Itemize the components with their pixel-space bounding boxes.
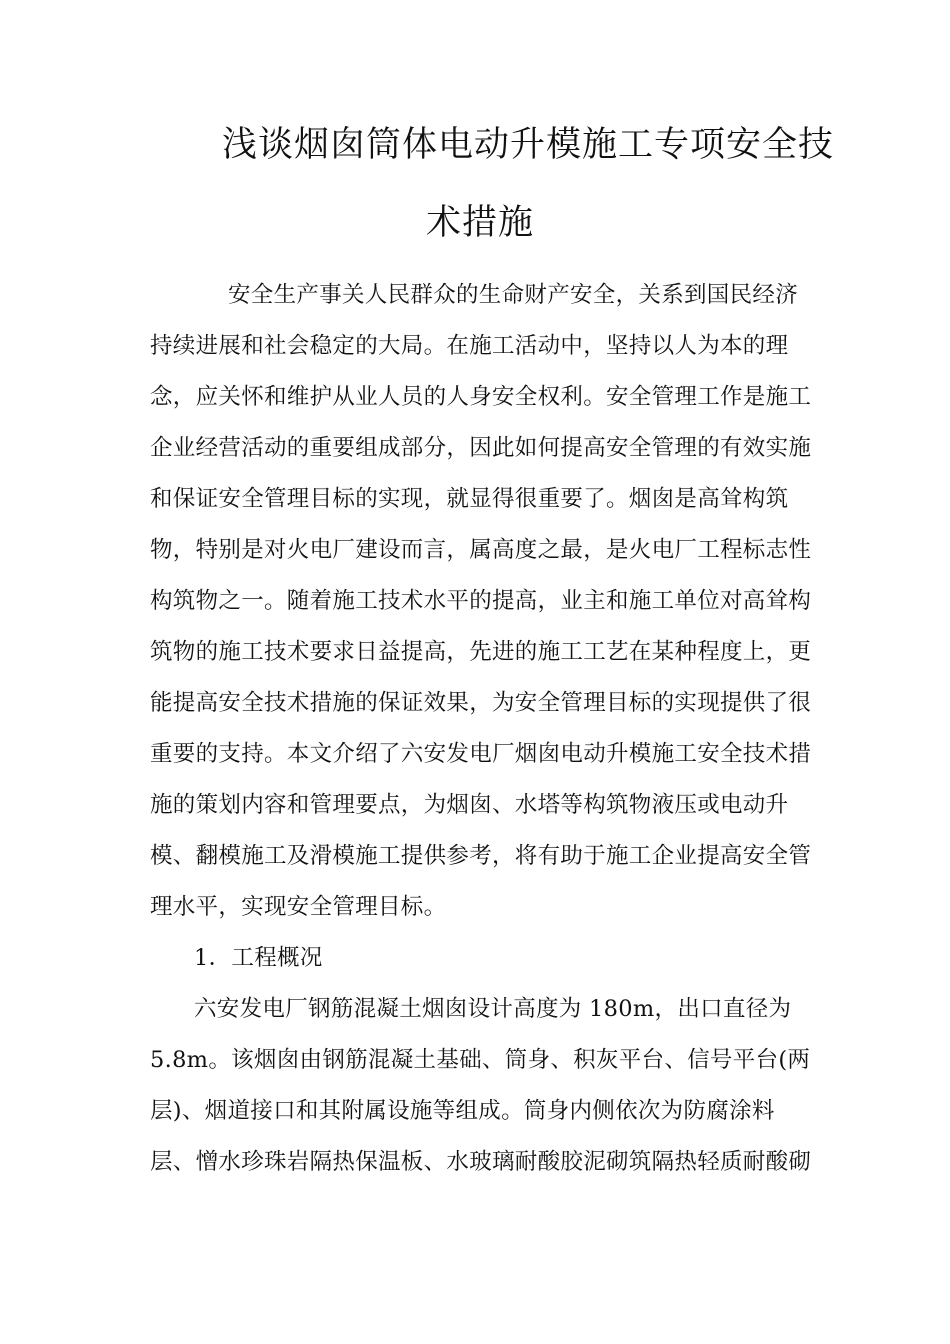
document-title-line-2: 术措施 bbox=[426, 203, 535, 243]
paragraph-line: 持续进展和社会稳定的大局。在施工活动中，坚持以人为本的理 bbox=[150, 333, 789, 359]
paragraph-line: 施的策划内容和管理要点，为烟囱、水塔等构筑物液压或电动升 bbox=[150, 792, 789, 818]
document-title-line-1: 浅谈烟囱筒体电动升模施工专项安全技 bbox=[222, 125, 835, 165]
paragraph-line: 层)、烟道接口和其附属设施等组成。筒身内侧依次为防腐涂料 bbox=[150, 1098, 775, 1124]
paragraph-line: 理水平，实现安全管理目标。 bbox=[150, 894, 447, 920]
paragraph-line: 六安发电厂钢筋混凝土烟囱设计高度为 180m，出口直径为 bbox=[194, 996, 792, 1022]
paragraph-line: 念，应关怀和维护从业人员的人身安全权利。安全管理工作是施工 bbox=[150, 384, 812, 410]
paragraph-line: 安全生产事关人民群众的生命财产安全，关系到国民经济 bbox=[228, 282, 799, 308]
paragraph-line: 和保证安全管理目标的实现，就显得很重要了。烟囱是高耸构筑 bbox=[150, 486, 789, 512]
paragraph-line: 5.8m。该烟囱由钢筋混凝土基础、筒身、积灰平台、信号平台(两 bbox=[150, 1047, 811, 1073]
paragraph-line: 模、翻模施工及滑模施工提供参考，将有助于施工企业提高安全管 bbox=[150, 843, 812, 869]
paragraph-line: 能提高安全技术措施的保证效果，为安全管理目标的实现提供了很 bbox=[150, 690, 812, 716]
paragraph-line: 构筑物之一。随着施工技术水平的提高，业主和施工单位对高耸构 bbox=[150, 588, 812, 614]
paragraph-line: 筑物的施工技术要求日益提高，先进的施工工艺在某种程度上，更 bbox=[150, 639, 812, 665]
paragraph-line: 层、憎水珍珠岩隔热保温板、水玻璃耐酸胶泥砌筑隔热轻质耐酸砌 bbox=[150, 1149, 812, 1175]
paragraph-line: 物，特别是对火电厂建设而言，属高度之最，是火电厂工程标志性 bbox=[150, 537, 812, 563]
section-heading: 1．工程概况 bbox=[194, 945, 323, 971]
paragraph-line: 重要的支持。本文介绍了六安发电厂烟囱电动升模施工安全技术措 bbox=[150, 741, 812, 767]
paragraph-line: 企业经营活动的重要组成部分，因此如何提高安全管理的有效实施 bbox=[150, 435, 812, 461]
